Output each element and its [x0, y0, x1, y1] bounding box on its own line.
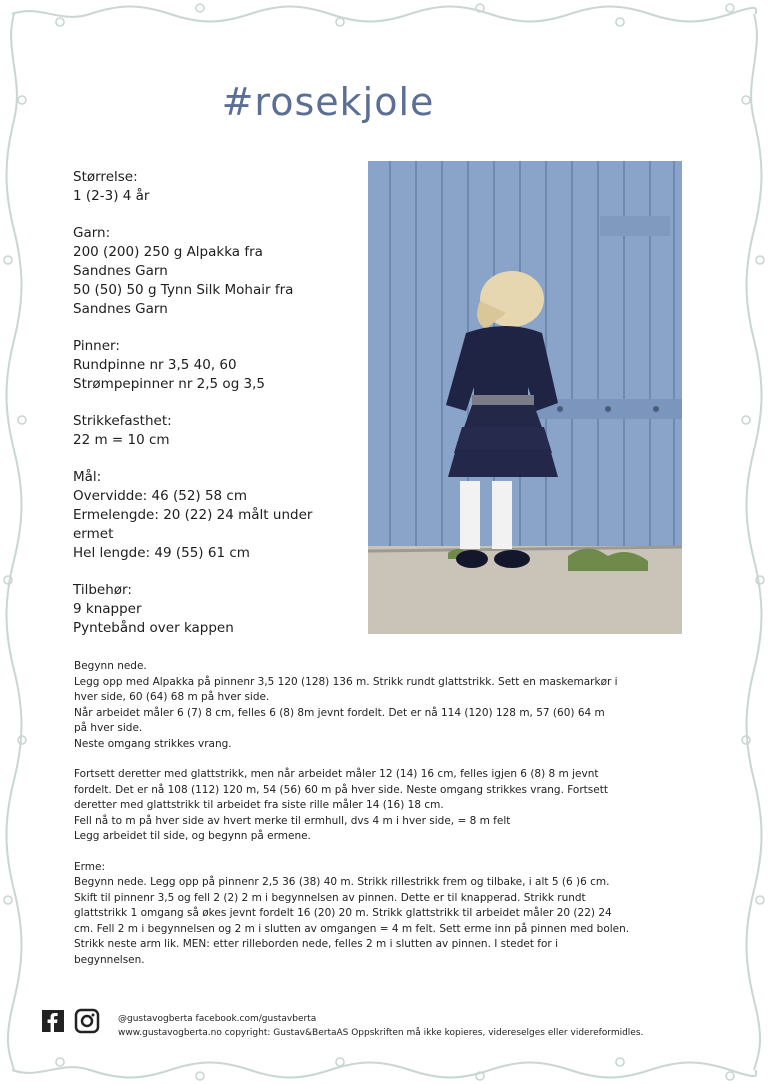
footer-copyright-line: www.gustavogberta.no copyright: Gustav&BertaAS Oppskriften må ikke kopieres, videreselges eller videreformidles. — [118, 1028, 644, 1038]
instructions — [74, 659, 694, 983]
spec-accessories — [73, 581, 363, 638]
footer-social-line: @gustavogberta facebook.com/gustavberta — [118, 1014, 317, 1024]
instruction-line: Fell nå to m på hver side av hvert merke til ermhull, dvs 4 m i hver side, = 8 m felt — [74, 814, 511, 827]
spec-value: Sandnes Garn — [73, 263, 168, 279]
spec-value: 9 knapper — [73, 601, 142, 617]
instruction-line: glattstrikk 1 omgang så økes jevnt fordelt 16 (20) 20 m. Strikk glattstrikk til arbeidet måler 20 (22) 24 — [74, 907, 612, 919]
social-icons — [40, 1008, 104, 1034]
instruction-line: Fortsett deretter med glattstrikk, men når arbeidet måler 12 (14) 16 cm, felles igjen 6 (8) 8 m jevnt — [74, 768, 599, 780]
instruction-line: hver side, 60 (64) 68 m på hver side. — [74, 691, 270, 703]
spec-heading: Pinner: — [73, 338, 120, 354]
instruction-line: Strikk neste arm lik. MEN: etter rilleborden nede, felles 2 m i slutten av pinnen. I stedet for i — [74, 938, 558, 950]
spec-value: Ermelengde: 20 (22) 24 målt under — [73, 507, 313, 523]
instagram-icon[interactable] — [76, 1010, 98, 1032]
spec-needles — [73, 337, 363, 394]
instruction-line: Skift til pinnenr 3,5 og fell 2 (2) 2 m i begynnelsen av pinnen. Dette er til knapperad. Strikk rundt — [74, 891, 586, 904]
spec-heading: Garn: — [73, 225, 111, 241]
footer — [118, 1012, 738, 1040]
instruction-line: fordelt. Det er nå 108 (112) 120 m, 54 (56) 60 m på hver side. Neste omgang strikkes vrang. Fortsett — [74, 783, 608, 796]
instruction-line: Når arbeidet måler 6 (7) 8 cm, felles 6 (8) 8m jevnt fordelt. Det er nå 114 (120) 128 m, 57 (60) 64 m — [74, 706, 605, 719]
spec-value: Overvidde: 46 (52) 58 cm — [73, 488, 248, 504]
spec-heading: Strikkefasthet: — [73, 413, 172, 429]
instruction-paragraph — [74, 860, 694, 969]
spec-value: 1 (2-3) 4 år — [73, 188, 150, 204]
spec-measurements — [73, 468, 363, 563]
instruction-line: cm. Fell 2 m i begynnelsen og 2 m i slutten av omgangen = 4 m felt. Sett erme inn på pinnen med bolen. — [74, 922, 630, 935]
page-title: #rosekjole — [221, 80, 435, 124]
instruction-line: begynnelsen. — [74, 953, 145, 966]
instruction-line: Erme: — [74, 860, 105, 873]
instruction-line: deretter med glattstrikk til arbeidet fra siste rille måler 14 (16) 18 cm. — [74, 799, 444, 811]
spec-gauge — [73, 412, 363, 450]
instruction-line: Begynn nede. Legg opp på pinnenr 2,5 36 (38) 40 m. Strikk rillestrikk frem og tilbake, i alt 5 (6 )6 cm. — [74, 876, 610, 888]
instruction-line: på hver side. — [74, 722, 143, 734]
spec-heading: Mål: — [73, 469, 102, 485]
spec-value: Hel lengde: 49 (55) 61 cm — [73, 545, 250, 561]
instruction-line: Neste omgang strikkes vrang. — [74, 737, 232, 750]
spec-value: Sandnes Garn — [73, 301, 168, 317]
spec-value: 22 m = 10 cm — [73, 432, 170, 448]
spec-heading: Størrelse: — [73, 169, 138, 185]
specs-list — [73, 168, 363, 656]
instruction-line: Legg arbeidet til side, og begynn på ermene. — [74, 830, 311, 842]
instruction-line: Legg opp med Alpakka på pinnenr 3,5 120 (128) 136 m. Strikk rundt glattstrikk. Sett en maskemarkør i — [74, 675, 618, 688]
spec-heading: Tilbehør: — [73, 582, 132, 598]
spec-value: Rundpinne nr 3,5 40, 60 — [73, 357, 237, 373]
spec-yarn — [73, 224, 363, 319]
instruction-paragraph — [74, 767, 694, 845]
spec-value: 50 (50) 50 g Tynn Silk Mohair fra — [73, 282, 294, 298]
spec-value: 200 (200) 250 g Alpakka fra — [73, 244, 263, 260]
facebook-icon[interactable] — [42, 1010, 64, 1032]
product-photo — [368, 161, 682, 634]
spec-value: Pyntebånd over kappen — [73, 620, 234, 636]
spec-value: ermet — [73, 526, 114, 542]
spec-value: Strømpepinner nr 2,5 og 3,5 — [73, 376, 266, 392]
spec-size — [73, 168, 363, 206]
instruction-line: Begynn nede. — [74, 660, 147, 672]
instruction-paragraph — [74, 659, 694, 752]
